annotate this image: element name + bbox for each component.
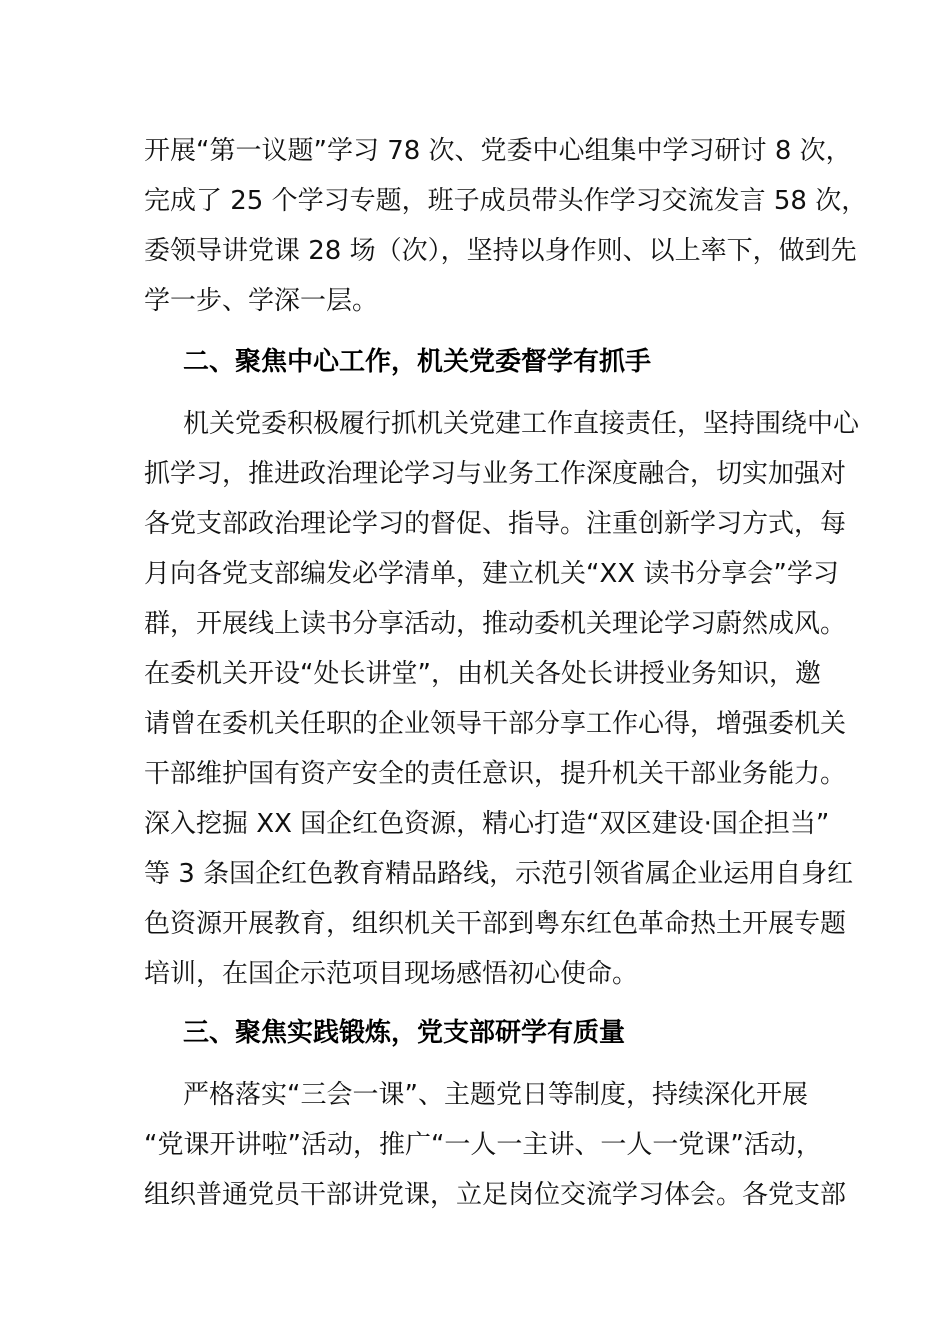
paragraph-line: 干部维护国有资产安全的责任意识，提升机关干部业务能力。 bbox=[144, 759, 847, 789]
paragraph-line: 完成了 25 个学习专题，班子成员带头作学习交流发言 58 次， bbox=[144, 186, 868, 216]
paragraph-line: 色资源开展教育，组织机关干部到粤东红色革命热土开展专题 bbox=[144, 909, 847, 939]
paragraph-line: 机关党委积极履行抓机关党建工作直接责任，坚持围绕中心 bbox=[183, 409, 860, 439]
paragraph-line: 深入挖掘 XX 国企红色资源，精心打造“双区建设·国企担当” bbox=[144, 809, 830, 839]
paragraph-line: 培训，在国企示范项目现场感悟初心使命。 bbox=[144, 959, 639, 989]
paragraph-line: 月向各党支部编发必学清单，建立机关“XX 读书分享会”学习 bbox=[144, 559, 839, 589]
paragraph-line: 组织普通党员干部讲党课，立足岗位交流学习体会。各党支部 bbox=[144, 1180, 847, 1210]
paragraph-line: 严格落实“三会一课”、主题党日等制度，持续深化开展 bbox=[183, 1080, 808, 1110]
paragraph-line: 委领导讲党课 28 场（次），坚持以身作则、以上率下，做到先 bbox=[144, 236, 857, 266]
paragraph-line: 在委机关开设“处长讲堂”，由机关各处长讲授业务知识，邀 bbox=[144, 659, 821, 689]
paragraph-line: 群，开展线上读书分享活动，推动委机关理论学习蔚然成风。 bbox=[144, 609, 847, 639]
paragraph-line: “党课开讲啦”活动，推广“一人一主讲、一人一党课”活动， bbox=[144, 1130, 822, 1160]
paragraph-line: 开展“第一议题”学习 78 次、党委中心组集中学习研讨 8 次， bbox=[144, 136, 852, 166]
paragraph-line: 等 3 条国企红色教育精品路线，示范引领省属企业运用自身红 bbox=[144, 859, 854, 889]
paragraph-line: 请曾在委机关任职的企业领导干部分享工作心得，增强委机关 bbox=[144, 709, 847, 739]
paragraph-line: 各党支部政治理论学习的督促、指导。注重创新学习方式，每 bbox=[144, 509, 847, 539]
paragraph-line: 抓学习，推进政治理论学习与业务工作深度融合，切实加强对 bbox=[144, 459, 847, 489]
section-heading: 三、聚焦实践锻炼，党支部研学有质量 bbox=[183, 1018, 626, 1048]
section-heading: 二、聚焦中心工作，机关党委督学有抓手 bbox=[183, 347, 652, 377]
paragraph-line: 学一步、学深一层。 bbox=[144, 286, 379, 316]
